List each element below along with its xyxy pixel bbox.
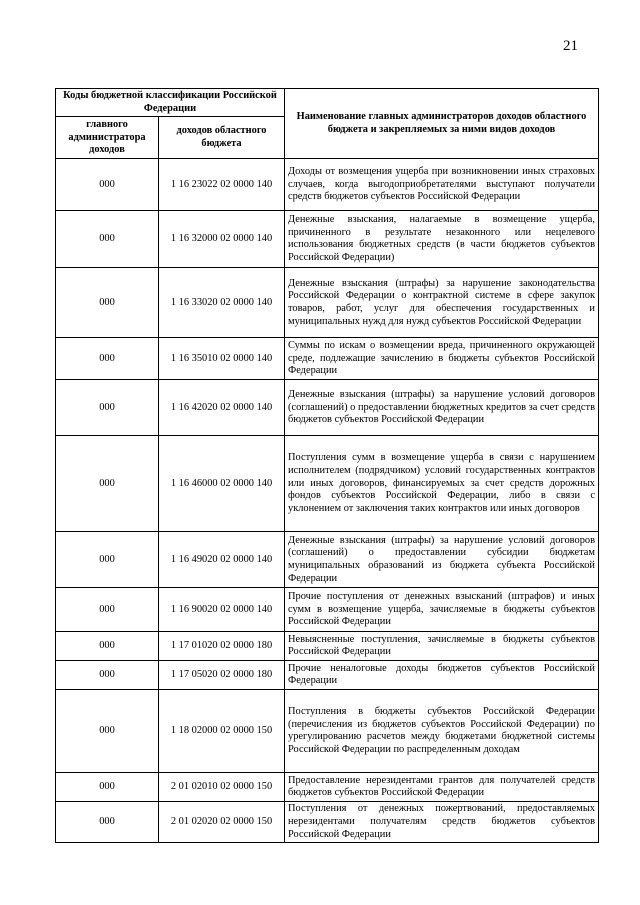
income-code-cell: 2 01 02010 02 0000 150 (159, 773, 285, 802)
income-name-cell: Прочие неналоговые доходы бюджетов субъектов Российской Федерации (285, 661, 599, 690)
income-name-cell: Денежные взыскания (штрафы) за нарушение условий договоров (соглашений) о предоставлении субсидии бюджетам муниципальных образований из бюджета субъекта Российской Федерации (285, 532, 599, 588)
header-admin-column: главного администратора доходов (56, 117, 159, 159)
income-name-cell: Поступления в бюджеты субъектов Российской Федерации (перечисления из бюджетов субъектов Российской Федерации) по урегулированию расчетов между бюджетами бюджетной системы Российской Федерации по распределенным доходам (285, 690, 599, 773)
page-number: 21 (563, 38, 578, 54)
income-name-cell: Предоставление нерезидентами грантов для получателей средств бюджетов субъектов Российской Федерации (285, 773, 599, 802)
admin-code-cell: 000 (56, 211, 159, 268)
table-row (56, 588, 599, 632)
income-code-cell: 1 18 02000 02 0000 150 (159, 690, 285, 773)
income-code-cell: 1 16 35010 02 0000 140 (159, 338, 285, 380)
income-code-cell: 1 16 33020 02 0000 140 (159, 268, 285, 338)
table-row (56, 532, 599, 588)
income-code-cell: 1 16 49020 02 0000 140 (159, 532, 285, 588)
header-name-column: Наименование главных администраторов доходов областного бюджета и закрепляемых за ними видов доходов (285, 89, 599, 159)
income-name-cell: Поступления сумм в возмещение ущерба в связи с нарушением исполнителем (подрядчиком) условий государственных контрактов или иных договоров, финансируемых за счет средств дорожных фондов субъектов Российской Федерации, либо в связи с уклонением от заключения таких контрактов или иных договоров (285, 436, 599, 532)
admin-code-cell: 000 (56, 436, 159, 532)
income-code-cell: 1 17 01020 02 0000 180 (159, 632, 285, 661)
income-name-cell: Денежные взыскания (штрафы) за нарушение условий договоров (соглашений) о предоставлении бюджетных кредитов за счет средств бюджетов субъектов Российской Федерации (285, 380, 599, 436)
admin-code-cell: 000 (56, 380, 159, 436)
table-row (56, 690, 599, 773)
admin-code-cell: 000 (56, 588, 159, 632)
income-code-cell: 1 16 32000 02 0000 140 (159, 211, 285, 268)
table-row (56, 268, 599, 338)
admin-code-cell: 000 (56, 532, 159, 588)
table-row (56, 632, 599, 661)
admin-code-cell: 000 (56, 159, 159, 211)
table-row (56, 661, 599, 690)
income-name-cell: Невыясненные поступления, зачисляемые в бюджеты субъектов Российской Федерации (285, 632, 599, 661)
table-row (56, 159, 599, 211)
income-code-cell: 1 16 42020 02 0000 140 (159, 380, 285, 436)
income-name-cell: Поступления от денежных пожертвований, предоставляемых нерезидентами получателям средств бюджетов субъектов Российской Федерации (285, 802, 599, 843)
admin-code-cell: 000 (56, 802, 159, 843)
income-name-cell: Доходы от возмещения ущерба при возникновении иных страховых случаев, когда выгодоприобретателями выступают получатели средств бюджетов субъектов Российской Федерации (285, 159, 599, 211)
header-group-title: Коды бюджетной классификации Российской Федерации (56, 89, 285, 117)
table-row (56, 211, 599, 268)
table-row (56, 338, 599, 380)
table-row (56, 802, 599, 843)
income-name-cell: Денежные взыскания (штрафы) за нарушение законодательства Российской Федерации о контрактной системе в сфере закупок товаров, работ, услуг для обеспечения государственных и муниципальных нужд для нужд субъектов Российской Федерации (285, 268, 599, 338)
admin-code-cell: 000 (56, 268, 159, 338)
header-code-column: доходов областного бюджета (159, 117, 285, 159)
admin-code-cell: 000 (56, 661, 159, 690)
table-row (56, 436, 599, 532)
admin-code-cell: 000 (56, 773, 159, 802)
income-code-cell: 1 17 05020 02 0000 180 (159, 661, 285, 690)
admin-code-cell: 000 (56, 632, 159, 661)
income-name-cell: Прочие поступления от денежных взысканий (штрафов) и иных сумм в возмещение ущерба, зачисляемые в бюджеты субъектов Российской Федерации (285, 588, 599, 632)
table-row (56, 380, 599, 436)
income-code-cell: 1 16 90020 02 0000 140 (159, 588, 285, 632)
budget-classification-table (55, 88, 599, 843)
income-code-cell: 1 16 46000 02 0000 140 (159, 436, 285, 532)
income-code-cell: 2 01 02020 02 0000 150 (159, 802, 285, 843)
income-code-cell: 1 16 23022 02 0000 140 (159, 159, 285, 211)
income-name-cell: Денежные взыскания, налагаемые в возмещение ущерба, причиненного в результате незаконного или нецелевого использования бюджетных средств (в части бюджетов субъектов Российской Федерации) (285, 211, 599, 268)
admin-code-cell: 000 (56, 690, 159, 773)
table-row (56, 773, 599, 802)
income-name-cell: Суммы по искам о возмещении вреда, причиненного окружающей среде, подлежащие зачислению в бюджеты субъектов Российской Федерации (285, 338, 599, 380)
admin-code-cell: 000 (56, 338, 159, 380)
